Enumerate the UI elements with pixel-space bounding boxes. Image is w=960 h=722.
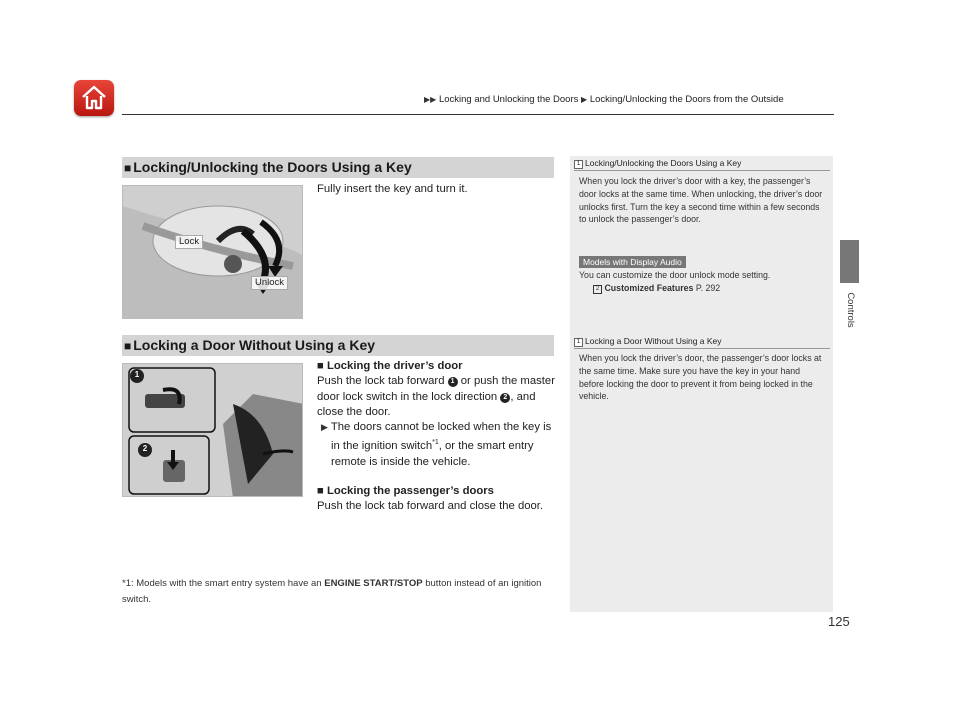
note-text: When you lock the driver’s door, the passenger’s door locks at the same time. Make sure you have the key in your hand before locking the door to prevent it from being locked in the vehicle. — [579, 353, 822, 402]
cross-reference-link[interactable]: Customized Features — [604, 282, 694, 293]
paragraph: Push the lock tab forward 1 or push the master door lock switch in the lock direction 2 , and close the door. — [317, 375, 555, 418]
number-1-icon: 1 — [448, 377, 458, 387]
section2-body — [317, 359, 559, 514]
breadcrumb-arrow-icon: ▶ — [581, 95, 588, 104]
page-number: 125 — [828, 614, 850, 629]
number-2-icon: 2 — [500, 393, 510, 403]
arrow-bullet-icon: ▶ — [321, 422, 328, 433]
callout-number: 1 — [134, 370, 140, 379]
cross-reference-icon: 2 — [593, 285, 602, 294]
chapter-label: Controls — [845, 292, 856, 328]
footnote: *1: Models with the smart entry system have an ENGINE START/STOP button instead of an ignition switch. — [122, 578, 542, 605]
callout-number: 2 — [142, 444, 148, 453]
section-heading: ■ Locking a Door Without Using a Key — [122, 335, 554, 356]
home-icon — [80, 84, 108, 112]
header-divider — [122, 114, 834, 115]
home-button[interactable] — [74, 80, 114, 116]
key-turn-figure — [122, 185, 303, 319]
square-bullet-icon: ■ — [124, 339, 132, 353]
section1-body: Fully insert the key and turn it. — [317, 183, 468, 195]
breadcrumb-item[interactable]: Locking/Unlocking the Doors from the Outside — [589, 94, 784, 105]
breadcrumb-item[interactable]: Locking and Unlocking the Doors — [438, 94, 579, 105]
square-bullet-icon: ■ — [317, 484, 324, 497]
note-text: You can customize the door unlock mode setting. 2 Customized Features P. 292 — [579, 270, 771, 293]
note-marker-icon: 1 — [574, 160, 583, 169]
square-bullet-icon: ■ — [124, 161, 132, 175]
section-heading: ■ Locking/Unlocking the Doors Using a Key — [122, 157, 554, 178]
breadcrumb — [424, 94, 784, 105]
lock-callout: Lock — [175, 235, 203, 249]
chapter-tab[interactable] — [840, 240, 859, 283]
note-title: 1 Locking/Unlocking the Doors Using a Key — [570, 158, 741, 169]
square-bullet-icon: ■ — [317, 360, 324, 372]
note-paragraph: ▶ The doors cannot be locked when the key is in the ignition switch$^{*1}$, or the smart entry remote is inside the vehicle. — [321, 421, 552, 468]
paragraph: Push the lock tab forward and close the door. — [317, 500, 544, 513]
note-title: 1 Locking a Door Without Using a Key — [570, 336, 722, 347]
note-text: When you lock the driver’s door with a key, the passenger’s door locks at the same time. When unlocking, the driver’s door unlocks first. Turn the key a second time within a few seconds to unlock the passenger’s door. — [579, 176, 823, 225]
note-divider — [574, 170, 830, 171]
subsection-heading: ■ Locking the passenger’s doors — [317, 484, 494, 497]
breadcrumb-arrow-icon: ▶▶ — [424, 95, 437, 104]
note-marker-icon: 1 — [574, 338, 583, 347]
subsection-heading: ■ Locking the driver’s door — [317, 360, 463, 372]
note-divider — [574, 348, 830, 349]
model-tag: Models with Display Audio — [579, 256, 686, 268]
unlock-callout: Unlock — [251, 276, 288, 290]
door-lock-figure — [122, 363, 303, 497]
